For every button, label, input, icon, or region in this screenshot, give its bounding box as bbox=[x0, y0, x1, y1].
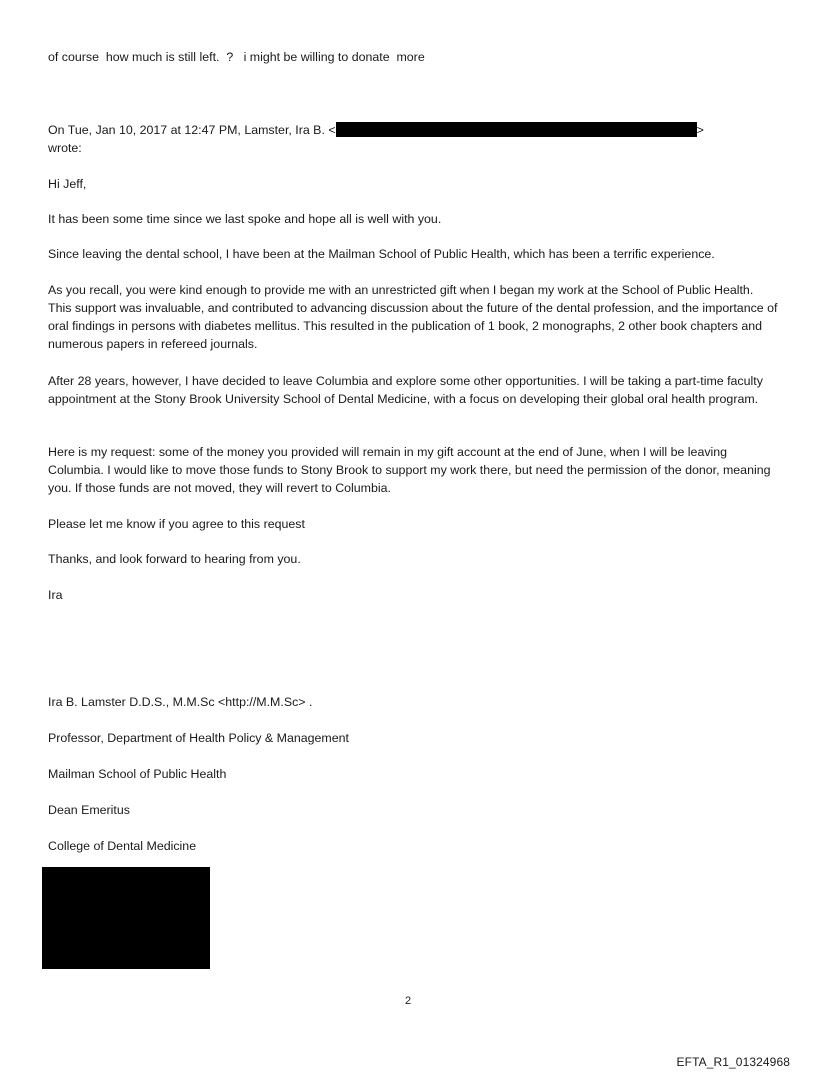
paragraph-6: Please let me know if you agree to this request bbox=[48, 517, 305, 531]
reply-line: of course how much is still left. ? i might be willing to donate more bbox=[48, 50, 425, 64]
quote-header-prefix: On Tue, Jan 10, 2017 at 12:47 PM, Lamster, Ira B. < bbox=[48, 123, 336, 137]
document-id: EFTA_R1_01324968 bbox=[676, 1055, 790, 1069]
paragraph-5: Here is my request: some of the money you provided will remain in my gift account at the end of June, when I will be leaving Columbia. I would like to move those funds to Stony Brook to support my work there, but need the permission of the donor, meaning you. If those funds are not moved, they will revert to Columbia. bbox=[48, 445, 771, 495]
signature-org-2: College of Dental Medicine bbox=[48, 839, 197, 853]
paragraph-4: After 28 years, however, I have decided to leave Columbia and explore some other opportunities. I will be taking a part-time faculty appointment at the Stony Brook University School of Dental Medicine, with a focus on developing their global oral health program. bbox=[48, 374, 763, 406]
signature-redaction-block bbox=[42, 867, 210, 969]
quote-header-wrote: wrote: bbox=[48, 141, 82, 155]
signature-org-1: Mailman School of Public Health bbox=[48, 767, 227, 781]
paragraph-1: It has been some time since we last spoke and hope all is well with you. bbox=[48, 212, 442, 226]
signature-title-2: Dean Emeritus bbox=[48, 803, 130, 817]
signature-title-1: Professor, Department of Health Policy & Management bbox=[48, 731, 349, 745]
quote-header bbox=[48, 121, 704, 139]
greeting: Hi Jeff, bbox=[48, 177, 87, 191]
email-redaction bbox=[336, 122, 697, 137]
paragraph-3: As you recall, you were kind enough to provide me with an unrestricted gift when I began my work at the School of Public Health. This support was invaluable, and contributed to advancing discussion about the future of the dental profession, and the importance of oral findings in persons with diabetes mellitus. This resulted in the publication of 1 book, 2 monographs, 2 other book chapters and numerous papers in refereed journals. bbox=[48, 283, 778, 351]
quote-header-suffix: > bbox=[696, 123, 704, 137]
signoff: Ira bbox=[48, 588, 63, 602]
paragraph-2: Since leaving the dental school, I have been at the Mailman School of Public Health, which has been a terrific experience. bbox=[48, 247, 715, 261]
page-number: 2 bbox=[404, 995, 412, 1007]
signature-name: Ira B. Lamster D.D.S., M.M.Sc <http://M.M.Sc> . bbox=[48, 695, 313, 709]
paragraph-7: Thanks, and look forward to hearing from you. bbox=[48, 552, 301, 566]
